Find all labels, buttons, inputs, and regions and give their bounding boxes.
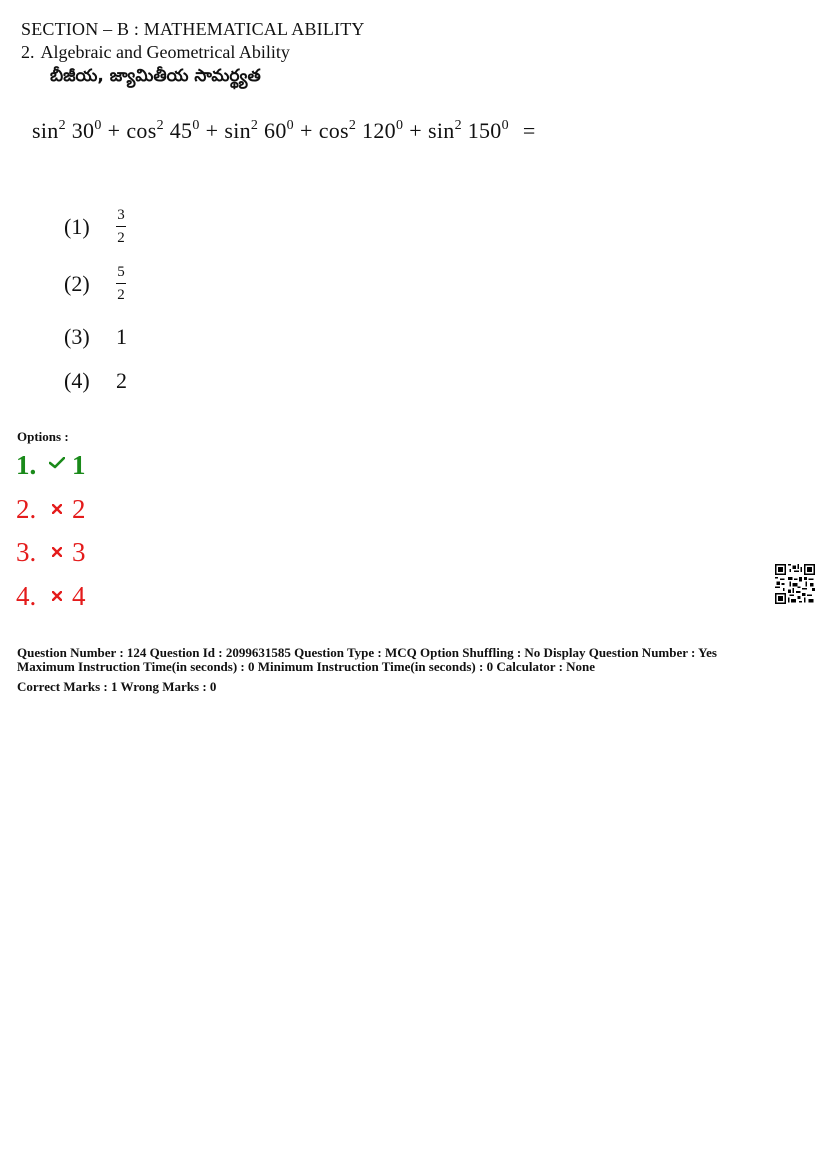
fraction xyxy=(116,208,126,246)
telugu-subsection-title: బీజీయ, జ్యామితీయ సామర్థ్యత xyxy=(50,66,261,86)
option-value: 1 xyxy=(72,450,86,480)
denominator: 2 xyxy=(117,287,125,303)
choice-label: (4) xyxy=(64,368,90,393)
term-2: $\cos^2 45^0$ xyxy=(126,118,200,143)
subsection-label: Algebraic and Geometrical Ability xyxy=(40,42,290,62)
equals-sign: = xyxy=(522,118,536,143)
option-value: 2 xyxy=(72,494,86,524)
question-marks: Correct Marks : 1 Wrong Marks : 0 xyxy=(17,679,217,694)
question-equation: $\sin^2 30^0 + \cos^2 45^0 + \sin^2 60^0 + \cos^2 120^0 + \sin^2 150^0$ = xyxy=(32,118,536,143)
qr-code-icon xyxy=(775,564,815,604)
choice-label: (3) xyxy=(64,324,90,349)
cross-icon xyxy=(46,545,68,561)
choice-1 xyxy=(64,208,126,246)
choice-2 xyxy=(64,265,126,303)
choice-label: (1) xyxy=(64,214,90,239)
option-value: 3 xyxy=(72,537,86,567)
term-5: $\sin^2 150^0$ xyxy=(427,118,509,143)
choice-label: (2) xyxy=(64,271,90,296)
numerator: 5 xyxy=(117,264,125,280)
question-meta-line-1: Question Number : 124 Question Id : 2099631585 Question Type : MCQ Option Shuffling : No Display Question Number : Yes xyxy=(17,645,717,660)
option-4 xyxy=(16,581,86,612)
subsection-number: 2. xyxy=(21,42,35,62)
option-3 xyxy=(16,537,86,568)
numerator: 3 xyxy=(117,207,125,223)
choice-value: 1 xyxy=(116,324,127,349)
question-meta-line-2: Maximum Instruction Time(in seconds) : 0 Minimum Instruction Time(in seconds) : 0 Calculator : None xyxy=(17,659,596,674)
options-label: Options : xyxy=(17,429,69,444)
section-title: SECTION – B : MATHEMATICAL ABILITY xyxy=(21,19,365,39)
option-number: 3. xyxy=(16,537,37,567)
term-1: $\sin^2 30^0$ xyxy=(32,118,102,143)
option-number: 2. xyxy=(16,494,37,524)
fraction xyxy=(116,265,126,303)
option-1 xyxy=(16,450,86,481)
choice-value: 2 xyxy=(116,368,127,393)
choice-4 xyxy=(64,368,127,394)
term-3: $\sin^2 60^0$ xyxy=(224,118,294,143)
term-4: $\cos^2 120^0$ xyxy=(318,118,404,143)
cross-icon xyxy=(46,589,68,605)
option-number: 4. xyxy=(16,581,37,611)
choice-3 xyxy=(64,324,127,350)
option-2 xyxy=(16,494,86,525)
check-icon xyxy=(46,457,68,474)
option-number: 1. xyxy=(16,450,37,480)
cross-icon xyxy=(46,502,68,518)
option-value: 4 xyxy=(72,581,86,611)
subsection-title xyxy=(21,42,290,63)
denominator: 2 xyxy=(117,230,125,246)
